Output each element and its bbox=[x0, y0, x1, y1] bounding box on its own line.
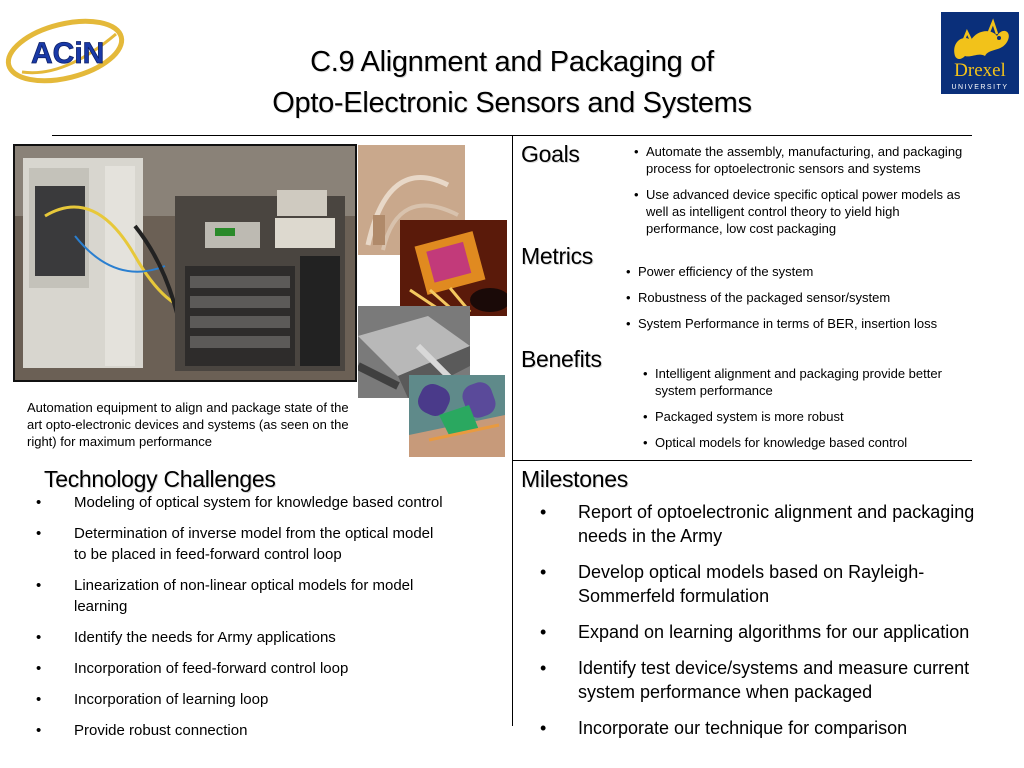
page-title-line1: C.9 Alignment and Packaging of bbox=[310, 46, 714, 78]
list-item: • Incorporation of learning loop bbox=[34, 689, 444, 710]
benefits-heading: Benefits bbox=[521, 346, 602, 372]
list-item: • Modeling of optical system for knowledge based control bbox=[34, 492, 444, 513]
list-item: • Report of optoelectronic alignment and packaging needs in the Army bbox=[537, 500, 1017, 548]
list-item: • Optical models for knowledge based control bbox=[641, 434, 976, 451]
list-item: • Automate the assembly, manufacturing, and packaging process for optoelectronic sensors and systems bbox=[632, 143, 972, 177]
page-title bbox=[0, 42, 1024, 124]
page-title-line2: Opto-Electronic Sensors and Systems bbox=[272, 87, 752, 119]
milestones-list bbox=[537, 500, 1017, 752]
list-item: • Packaged system is more robust bbox=[641, 408, 976, 425]
list-item: • Power efficiency of the system bbox=[624, 263, 974, 280]
center-divider bbox=[512, 136, 513, 726]
list-item: • Develop optical models based on Rayleigh-Sommerfeld formulation bbox=[537, 560, 1017, 608]
lab-equipment-photo bbox=[13, 144, 357, 382]
metrics-heading: Metrics bbox=[521, 243, 594, 269]
list-item: • Identify test device/systems and measure current system performance when packaged bbox=[537, 656, 1017, 704]
list-item: • Identify the needs for Army applications bbox=[34, 627, 444, 648]
list-item: • Incorporate our technique for comparison bbox=[537, 716, 1017, 740]
goals-heading: Goals bbox=[521, 141, 580, 167]
list-item: • Robustness of the packaged sensor/system bbox=[624, 289, 974, 306]
list-item: • Linearization of non-linear optical models for model learning bbox=[34, 575, 444, 617]
middle-divider-right bbox=[512, 460, 972, 461]
list-item: • Use advanced device specific optical power models as well as intelligent control theory to yield high performance, low cost packaging bbox=[632, 186, 972, 237]
list-item: • Incorporation of feed-forward control loop bbox=[34, 658, 444, 679]
milestones-heading: Milestones bbox=[521, 466, 628, 492]
list-item: • Expand on learning algorithms for our application bbox=[537, 620, 1017, 644]
list-item: • Determination of inverse model from the optical model to be placed in feed-forward control loop bbox=[34, 523, 444, 565]
acin-logo-text: ACiN bbox=[31, 37, 105, 70]
list-item: • System Performance in terms of BER, insertion loss bbox=[624, 315, 974, 332]
goals-list bbox=[632, 143, 972, 246]
drexel-logo-text: Drexel bbox=[954, 60, 1006, 81]
photo-caption: Automation equipment to align and package state of the art opto-electronic devices and systems (as seen on the right) for maximum performance bbox=[27, 400, 349, 449]
challenges-heading: Technology Challenges bbox=[44, 466, 276, 492]
benefits-list bbox=[641, 365, 976, 460]
metrics-list bbox=[624, 263, 974, 341]
optoelectronic-chip-photo bbox=[400, 220, 507, 316]
waveguide-model-render bbox=[409, 375, 505, 457]
drexel-logo-subtext: UNIVERSITY bbox=[951, 84, 1009, 91]
list-item: • Provide robust connection bbox=[34, 720, 444, 741]
list-item: • Intelligent alignment and packaging provide better system performance bbox=[641, 365, 976, 399]
challenges-list bbox=[34, 492, 444, 751]
